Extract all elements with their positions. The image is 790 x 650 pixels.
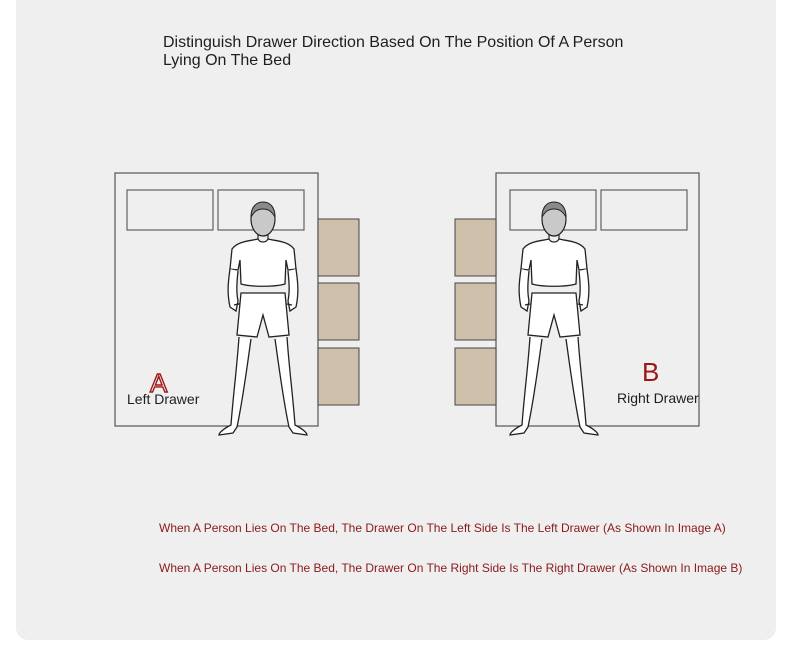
bed-b: [455, 173, 699, 435]
drawer-b-1: [455, 219, 496, 276]
note-right-drawer: When A Person Lies On The Bed, The Drawer On The Right Side Is The Right Drawer (As Shown In Image B): [159, 561, 743, 575]
drawer-b-3: [455, 348, 496, 405]
letter-b: B: [642, 357, 660, 387]
drawer-a-3: [318, 348, 359, 405]
bed-a: [115, 173, 359, 435]
page-title: Distinguish Drawer Direction Based On The Position Of A Person Lying On The Bed: [163, 34, 624, 69]
drawer-a-1: [318, 219, 359, 276]
left-drawer-label: Left Drawer: [127, 391, 200, 407]
note-left-drawer: When A Person Lies On The Bed, The Drawer On The Left Side Is The Left Drawer (As Shown In Image A): [159, 521, 726, 535]
letter-a: A: [150, 368, 168, 398]
drawer-a-2: [318, 283, 359, 340]
drawer-b-2: [455, 283, 496, 340]
right-drawer-label: Right Drawer: [617, 390, 699, 406]
